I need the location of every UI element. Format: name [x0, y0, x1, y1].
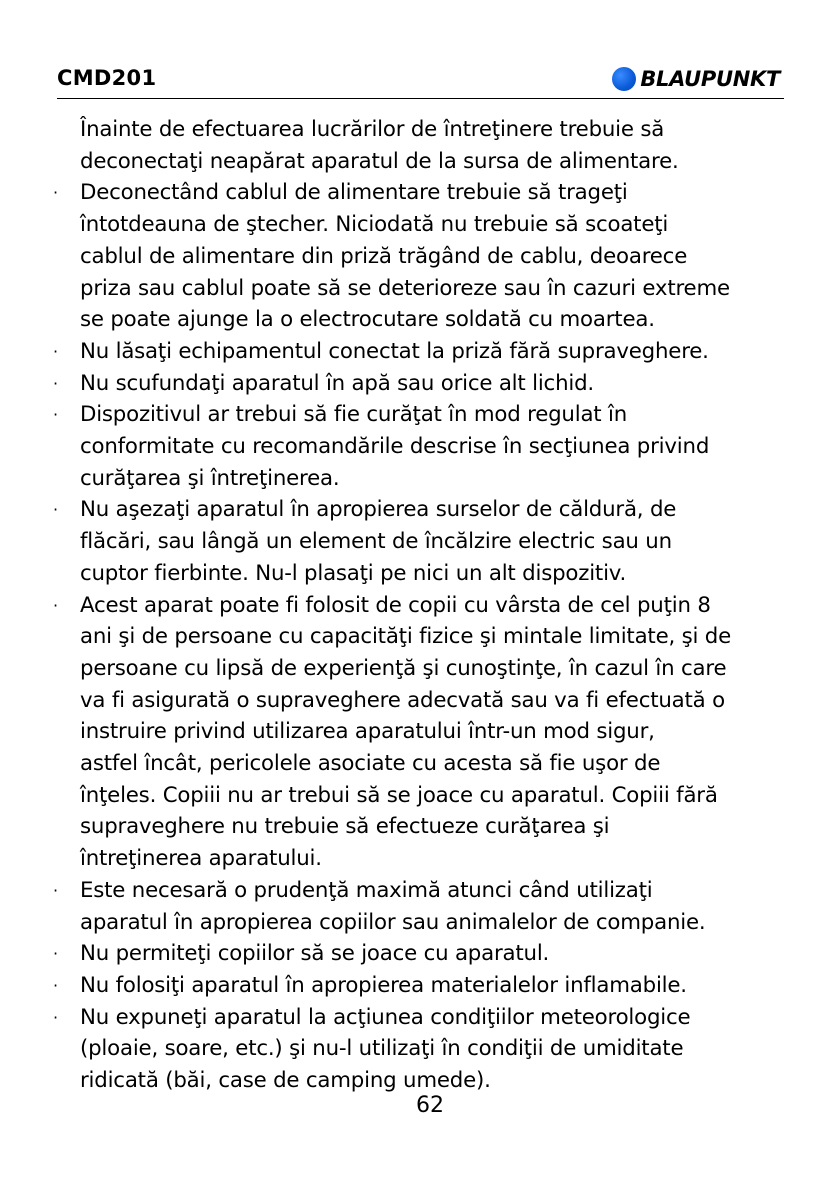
text-line: persoane cu lipsă de experienţă şi cunoştinţe, în cazul în care — [80, 655, 727, 681]
bullet-icon: · — [53, 500, 58, 520]
bullet-icon: · — [53, 595, 58, 615]
text-line: Nu lăsaţi echipamentul conectat la priză fără supraveghere. — [80, 338, 709, 364]
text-line: se poate ajunge la o electrocutare soldată cu moartea. — [80, 307, 655, 333]
text-line: Este necesară o prudenţă maximă atunci când utilizaţi — [80, 877, 653, 903]
brand-name: BLAUPUNKT — [640, 67, 780, 91]
bullet-item — [53, 875, 788, 938]
text-line: cablul de alimentare din priză trăgând de cablu, deoarece — [80, 243, 688, 269]
bullet-icon: · — [53, 373, 58, 393]
bullet-icon: · — [53, 341, 58, 361]
bullet-item — [53, 368, 788, 400]
text-line: flăcări, sau lângă un element de încălzire electric sau un — [80, 529, 672, 555]
bullet-item — [53, 336, 788, 368]
intro-paragraph — [80, 114, 788, 177]
text-line: Dispozitivul ar trebui să fie curăţat în mod regulat în — [80, 402, 628, 428]
bullet-item — [53, 1002, 788, 1097]
text-line: Nu scufundaţi aparatul în apă sau orice alt lichid. — [80, 370, 594, 396]
page-header — [57, 66, 784, 99]
bullet-icon: · — [53, 975, 58, 995]
model-name: CMD201 — [57, 66, 157, 90]
bullet-icon: · — [53, 944, 58, 964]
bullet-item — [53, 399, 788, 494]
bullet-item — [53, 494, 788, 589]
text-line: curăţarea şi întreţinerea. — [80, 465, 340, 491]
text-line: ridicată (băi, case de camping umede). — [80, 1068, 491, 1094]
bullet-icon: · — [53, 1007, 58, 1027]
text-line: Nu permiteţi copiilor să se joace cu aparatul. — [80, 941, 550, 967]
text-line: Nu aşezaţi aparatul în apropierea surselor de căldură, de — [80, 497, 677, 523]
text-line: întotdeauna de ştecher. Niciodată nu trebuie să scoateţi — [80, 212, 669, 238]
text-line: astfel încât, pericolele asociate cu acesta să fie uşor de — [80, 751, 661, 777]
bullet-item — [53, 970, 788, 1002]
bullet-item — [53, 938, 788, 970]
text-line: ani şi de persoane cu capacităţi fizice şi mintale limitate, şi de — [80, 624, 732, 650]
brand-logo — [612, 66, 780, 92]
text-line: Înainte de efectuarea lucrărilor de întreţinere trebuie să — [80, 117, 665, 142]
safety-instructions — [53, 114, 788, 1097]
text-line: supraveghere nu trebuie să efectueze curăţarea şi — [80, 814, 610, 840]
page-number: 62 — [416, 1093, 444, 1118]
text-line: întreţinerea aparatului. — [80, 846, 322, 872]
text-line: Nu expuneţi aparatul la acţiunea condiţiilor meteorologice — [80, 1004, 691, 1030]
bullet-item — [53, 177, 788, 336]
text-line: înţeles. Copiii nu ar trebui să se joace cu aparatul. Copiii fără — [80, 782, 718, 808]
text-line: conformitate cu recomandările descrise în secţiunea privind — [80, 434, 710, 460]
text-line: va fi asigurată o supraveghere adecvată sau va fi efectuată o — [80, 687, 725, 713]
brand-dot-icon — [612, 67, 636, 91]
text-line: Acest aparat poate fi folosit de copii cu vârsta de cel puţin 8 — [80, 592, 711, 618]
text-line: Deconectând cablul de alimentare trebuie să trageţi — [80, 180, 628, 206]
text-line: cuptor fierbinte. Nu-l plasaţi pe nici un alt dispozitiv. — [80, 560, 627, 586]
text-line: deconectaţi neapărat aparatul de la sursa de alimentare. — [80, 148, 679, 174]
text-line: instruire privind utilizarea aparatului într-un mod sigur, — [80, 719, 655, 745]
bullet-item — [53, 590, 788, 875]
text-line: aparatul în apropierea copiilor sau animalelor de companie. — [80, 909, 706, 935]
bullet-icon: · — [53, 183, 58, 203]
text-line: priza sau cablul poate să se deterioreze sau în cazuri extreme — [80, 275, 730, 301]
bullet-icon: · — [53, 405, 58, 425]
text-line: (ploaie, soare, etc.) şi nu-l utilizaţi în condiţii de umiditate — [80, 1036, 684, 1062]
text-line: Nu folosiţi aparatul în apropierea materialelor inflamabile. — [80, 972, 687, 998]
bullet-icon: · — [53, 880, 58, 900]
